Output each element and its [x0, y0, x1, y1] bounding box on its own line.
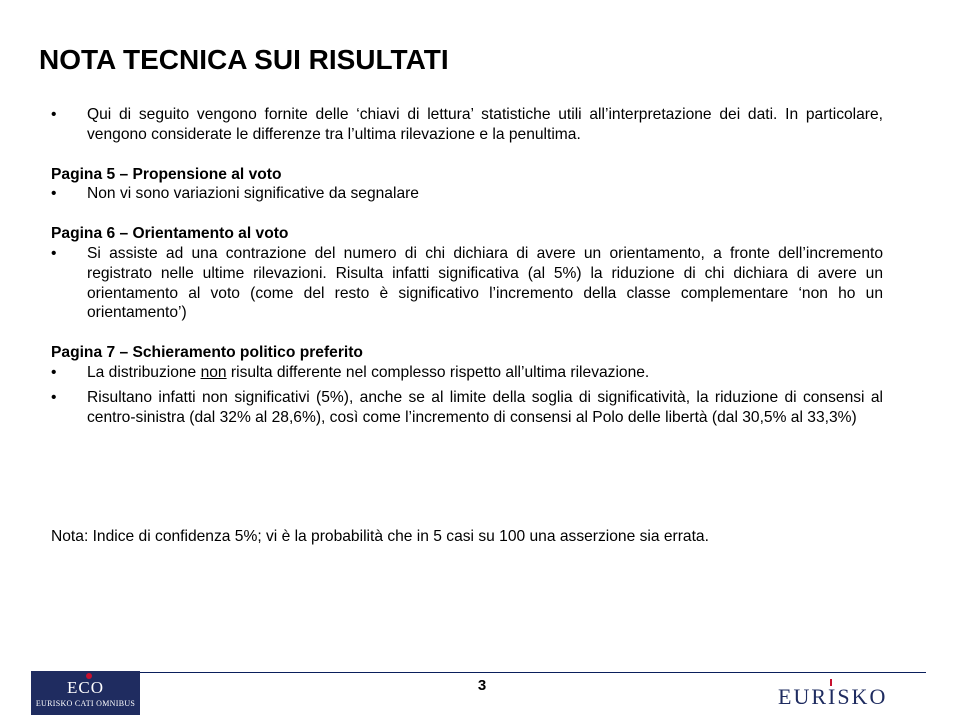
section-7-bullet-2	[51, 388, 883, 428]
eco-logo-subtitle: EURISKO CATI OMNIBUS	[35, 699, 136, 708]
confidence-note: Nota: Indice di confidenza 5%; vi è la probabilità che in 5 casi su 100 una asserzione sia errata.	[51, 528, 709, 546]
page-title: NOTA TECNICA SUI RISULTATI	[39, 44, 449, 75]
section-heading-page-7: Pagina 7 – Schieramento politico preferito	[51, 344, 363, 362]
bullet-glyph: •	[51, 106, 57, 123]
section-7-bullet-1-text	[87, 363, 883, 383]
eurisko-logo: EURISKO	[778, 684, 888, 709]
bullet-glyph: •	[51, 185, 57, 203]
intro-text: Qui di seguito vengono fornite delle ‘chiavi di lettura’ statistiche utili all’interpretazione dei dati. In particolare, vengono considerate le differenze tra l’ultima rilevazione e la penultima.	[87, 106, 883, 143]
bullet-text-before: La distribuzione	[87, 363, 201, 381]
bullet-glyph: •	[51, 388, 57, 406]
intro-bullet	[51, 105, 883, 145]
underlined-word: non	[200, 363, 227, 381]
section-6-bullet-text: Si assiste ad una contrazione del numero di chi dichiara di avere un orientamento, a fronte dell’incremento registrato nelle ultime rilevazioni. Risulta infatti significativa (al 5%) la riduzione di chi dichiara di avere un orientamento al voto (come del resto è significativo l’incremento della classe complementare ‘non ho un orientamento’)	[87, 244, 883, 322]
eco-logo	[31, 671, 140, 715]
section-7-bullet-2-text: Risultano infatti non significativi (5%), anche se al limite della soglia di significatività, la riduzione di consensi al centro-sinistra (dal 32% al 28,6%), così come l’incremento di consensi al Polo delle libertà (dal 30,5% al 33,3%)	[87, 388, 883, 426]
section-6-bullet	[51, 244, 883, 323]
section-5-bullet-text: Non vi sono variazioni significative da segnalare	[87, 185, 419, 203]
bullet-glyph: •	[51, 363, 57, 381]
section-heading-page-6: Pagina 6 – Orientamento al voto	[51, 225, 289, 243]
footer-divider	[140, 672, 926, 673]
bullet-glyph: •	[51, 244, 57, 262]
section-7-bullet-1	[51, 363, 883, 383]
page-number: 3	[477, 677, 487, 694]
section-5-bullet	[51, 184, 883, 204]
document-body	[51, 105, 883, 547]
section-heading-page-5: Pagina 5 – Propensione al voto	[51, 165, 282, 183]
eco-logo-title: ECO	[67, 678, 104, 697]
bullet-text-after: risulta differente nel complesso rispetto all’ultima rilevazione.	[226, 363, 650, 381]
